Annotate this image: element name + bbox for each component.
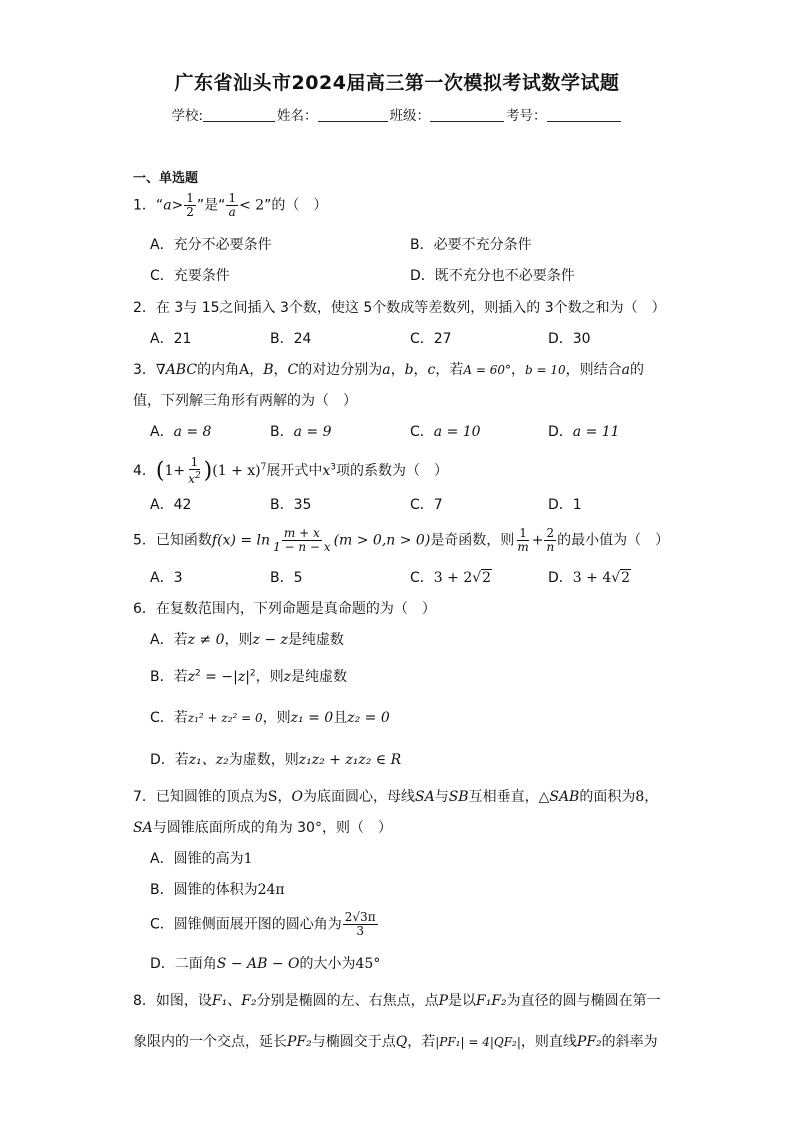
- q1-frac2-den: a: [228, 205, 236, 219]
- q6-d-then: 为虚数，则: [228, 752, 299, 768]
- q8-l2b: 与椭圆交于点: [311, 1034, 396, 1050]
- q3-c-value: a = 10: [433, 424, 481, 440]
- q5-t3: 的最小值为（ ）: [557, 532, 670, 549]
- q6-b-end: 是纯虚数: [291, 669, 348, 685]
- q6-c-then: ，则: [262, 710, 291, 726]
- question-5: [133, 527, 669, 554]
- q4-t2: 项的系数为（ ）: [336, 463, 448, 479]
- q5-frac-2: [544, 527, 556, 554]
- q5-f2-den: n: [546, 540, 555, 554]
- q6-d-label: D．若: [150, 752, 189, 768]
- q8-t3: 是以: [448, 993, 476, 1009]
- q7-line2-text: 与圆锥底面所成的角为 30°，则（ ）: [152, 820, 392, 836]
- q8-l2c: ，若: [407, 1034, 436, 1050]
- q8-l2d: ，则直线: [520, 1034, 577, 1050]
- q6-b-then: ，则: [255, 669, 284, 685]
- q4-exp: 7: [260, 462, 267, 473]
- q3-d-value: a = 11: [572, 424, 620, 440]
- q7-c-num: 2√3π: [344, 910, 376, 924]
- q3-cond: A = 60°: [463, 363, 512, 377]
- q3-C: C: [287, 362, 299, 378]
- q2-option-b[interactable]: B．24: [270, 331, 312, 347]
- q3-a-label: A．: [150, 424, 174, 440]
- q7-c-frac: [343, 911, 378, 938]
- q5-plus: +: [531, 532, 544, 549]
- q3-triangle: ∇ABC: [155, 362, 198, 378]
- exam-title: 广东省汕头市2024届高三第一次模拟考试数学试题: [174, 72, 620, 94]
- q7-t3: 为底面圆心，母线: [303, 789, 415, 805]
- question-3: 3．∇ABC的内角A，B，C的对边分别为a，b，c，若A = 60°，b = 10，则结合a的: [133, 362, 645, 378]
- q1-mid: ”是“: [196, 197, 226, 214]
- q1-end: ”的（ ）: [264, 197, 328, 214]
- q5-d-sqrt: √2: [611, 570, 631, 586]
- q6-c-r2: z₂ = 0: [347, 710, 390, 726]
- q5-func: f(x) = ln: [211, 532, 271, 549]
- q7-S: S: [267, 789, 278, 805]
- q4-mid: (1 + x): [212, 463, 261, 479]
- q1-frac2-num: 1: [228, 191, 237, 205]
- q8-sep: 、: [227, 993, 242, 1009]
- q5-c-radicand: 2: [482, 570, 492, 586]
- q5-frac: [271, 527, 333, 554]
- q4-option-d[interactable]: D．1: [548, 497, 582, 513]
- q3-t3: ，若: [435, 362, 464, 378]
- q7-a-value: 1: [243, 851, 253, 867]
- q7-option-c[interactable]: [150, 911, 379, 938]
- q8-l2a: 象限内的一个交点，延长: [133, 1034, 287, 1050]
- q5-option-b[interactable]: B．5: [270, 570, 303, 586]
- q5-option-d[interactable]: [548, 567, 631, 587]
- q5-f2-num: 2: [546, 526, 555, 540]
- school-label: 学校:: [171, 108, 204, 124]
- q1-option-a[interactable]: A．充分不必要条件: [150, 237, 272, 253]
- q3-d-label: D．: [548, 424, 573, 440]
- q6-a-label: A．若: [150, 632, 188, 648]
- q6-c-label: C．若: [150, 710, 188, 726]
- q5-f1-num: 1: [519, 526, 527, 540]
- q1-frac1-den: 2: [186, 205, 194, 219]
- q6-b-z: z: [187, 669, 195, 685]
- q6-b-z2: z: [283, 669, 292, 685]
- q8-eq: |PF₁| = 4|QF₂|: [435, 1035, 521, 1049]
- q7-t4: 与: [434, 789, 449, 805]
- id-blank[interactable]: [547, 107, 621, 122]
- q7-c-label: C．圆锥侧面展开图的圆心角为: [150, 916, 342, 933]
- q4-t1: 展开式中: [266, 463, 323, 479]
- q3-c-label: C．: [410, 424, 434, 440]
- q6-d-expr: z₁z₂ + z₁z₂ ∈ R: [298, 752, 402, 768]
- q3-option-c[interactable]: [410, 421, 481, 441]
- q1-quote-open: “: [155, 197, 164, 214]
- name-blank[interactable]: [318, 107, 388, 122]
- question-8: [133, 990, 661, 1010]
- q8-PF2b: PF₂: [576, 1034, 602, 1050]
- q7-a-label: A．圆锥的高为: [150, 851, 244, 867]
- q8-number: 8．: [133, 993, 156, 1009]
- q6-option-d[interactable]: [150, 749, 401, 769]
- q6-b-label: B．若: [150, 669, 188, 685]
- q7-d-then: 的大小为: [299, 956, 356, 972]
- q7-option-b[interactable]: [150, 879, 285, 899]
- q3-b-label: B．: [270, 424, 294, 440]
- q6-c-and: 且: [333, 710, 348, 726]
- q5-frac-num: m + x: [283, 526, 320, 540]
- q8-F1F2: F₁F₂: [476, 993, 507, 1009]
- q7-d-label: D．二面角: [150, 956, 217, 972]
- question-8-line-2: [133, 1031, 658, 1051]
- q2-option-a[interactable]: A．21: [150, 331, 192, 347]
- q7-SAB: △SAB: [538, 789, 580, 805]
- student-info-line: [0, 104, 794, 124]
- q5-c-label: C．: [410, 570, 434, 586]
- q3-B: B: [263, 362, 274, 378]
- q7-t5: 互相垂直，: [468, 789, 539, 805]
- q7-SA: SA: [415, 789, 435, 805]
- q7-line2-SA: SA: [133, 820, 153, 836]
- q8-PF2: PF₂: [287, 1034, 312, 1050]
- q5-option-a[interactable]: A．3: [150, 570, 183, 586]
- q6-option-a[interactable]: [150, 629, 344, 649]
- q5-option-c[interactable]: [410, 567, 492, 587]
- q4-option-a[interactable]: A．42: [150, 497, 192, 513]
- q5-d-value: 3 + 4: [572, 570, 612, 586]
- question-3-line-2: 值，下列解三角形有两解的为（ ）: [133, 393, 357, 409]
- q1-number: 1．: [133, 197, 156, 214]
- q8-l2e: 的斜率为: [601, 1034, 658, 1050]
- q1-var-a: a: [163, 197, 172, 214]
- id-label: 考号：: [506, 108, 547, 124]
- q3-option-b[interactable]: [270, 421, 332, 441]
- q1-option-b[interactable]: B．必要不充分条件: [410, 237, 532, 253]
- q4-paren-open: (: [155, 458, 165, 484]
- q3-a: a: [382, 362, 391, 378]
- class-blank[interactable]: [430, 107, 504, 122]
- q5-t1: 已知函数: [155, 532, 212, 549]
- q7-d-expr: S − AB − O: [216, 956, 300, 972]
- q6-option-b[interactable]: B．若$z^2 = -|z|^2$，则z是纯虚数: [150, 668, 348, 685]
- q8-t1: 如图，设: [155, 993, 212, 1009]
- q6-a-then: ，则: [224, 632, 253, 648]
- q7-t6: 的面积为: [579, 789, 636, 805]
- q2-option-d[interactable]: D．30: [548, 331, 591, 347]
- q7-b-label: B．圆锥的体积为: [150, 882, 258, 898]
- q1-option-c[interactable]: C．充要条件: [150, 268, 230, 284]
- q4-one: 1+: [164, 463, 186, 479]
- q3-t4: ，则结合: [565, 362, 622, 378]
- q5-c-value: 3 + 2: [433, 570, 473, 586]
- q3-b: b: [404, 362, 414, 378]
- q4-frac-num: 1: [190, 455, 199, 469]
- q7-t2: ，: [277, 789, 292, 805]
- q5-frac-1: [515, 527, 530, 554]
- q7-option-d[interactable]: [150, 953, 380, 973]
- q1-frac1-num: 1: [186, 191, 194, 205]
- q6-a-cond: z ≠ 0: [187, 632, 225, 648]
- q8-t2: 分别是椭圆的左、右焦点，点: [256, 993, 439, 1009]
- q5-number: 5．: [133, 532, 156, 549]
- q7-number: 7．: [133, 789, 156, 805]
- q5-d-label: D．: [548, 570, 573, 586]
- question-4: 4．(1+ $\frac{1}{x^2}$ )$(1 + x)^7$展开式中$x^3$项的系数为（ ）: [133, 455, 448, 486]
- q1-gt: >: [171, 197, 184, 214]
- question-1: [133, 192, 327, 219]
- q3-c: c: [427, 362, 436, 378]
- class-label: 班级：: [389, 108, 431, 124]
- q1-frac-2: [226, 192, 238, 219]
- q7-d-value: 45°: [355, 956, 381, 972]
- q3-option-d[interactable]: [548, 421, 620, 441]
- q3-t1: 的内角: [197, 362, 240, 378]
- q5-d-radicand: 2: [621, 570, 631, 586]
- q6-c-expr: z₁² + z₂² = 0: [187, 711, 263, 725]
- q8-F2: F₂: [241, 993, 257, 1009]
- q3-number: 3．: [133, 362, 156, 378]
- q6-b-expr: = −|z|: [200, 669, 250, 685]
- q5-f1-den: m: [517, 540, 529, 554]
- q7-t7: ，: [644, 789, 659, 805]
- q4-option-c[interactable]: C．7: [410, 497, 443, 513]
- q8-F1: F₁: [211, 993, 228, 1009]
- q5-t2: 是奇函数，则: [430, 532, 515, 549]
- q6-c-r1: z₁ = 0: [290, 710, 334, 726]
- q4-frac: [186, 456, 203, 486]
- q3-b-value: a = 9: [293, 424, 332, 440]
- q7-SB: SB: [448, 789, 469, 805]
- q3-option-a[interactable]: [150, 421, 211, 441]
- q4-paren-close: ): [203, 458, 213, 484]
- q1-option-d[interactable]: D．既不充分也不必要条件: [410, 268, 575, 284]
- q3-t2: 的对边分别为: [298, 362, 383, 378]
- q1-frac-1: [184, 192, 196, 219]
- q6-a-end: 是纯虚数: [287, 632, 344, 648]
- q4-term: x: [322, 463, 331, 479]
- q7-O: O: [291, 789, 303, 805]
- question-2: 2．在 3与 15之间插入 3个数，使这 5个数成等差数列，则插入的 3个数之和为（ ）: [133, 300, 666, 316]
- q7-area: 8: [635, 789, 645, 805]
- name-label: 姓名：: [277, 108, 318, 124]
- q5-cond: (m > 0,n > 0): [333, 532, 431, 549]
- school-blank[interactable]: [203, 107, 275, 122]
- q7-b-value: 24π: [257, 882, 285, 898]
- question-7: [133, 786, 658, 806]
- q4-frac-den: $x^2$: [188, 471, 201, 486]
- q6-option-c[interactable]: [150, 707, 390, 727]
- q7-c-den: 3: [356, 924, 364, 938]
- q3-t5: 的: [630, 362, 645, 378]
- question-6: 6．在复数范围内，下列命题是真命题的为（ ）: [133, 601, 436, 617]
- q1-lt2: < 2: [239, 197, 265, 214]
- q8-Q: Q: [395, 1034, 408, 1050]
- q7-option-a[interactable]: [150, 848, 253, 868]
- q4-number: 4．: [133, 463, 156, 479]
- q6-a-expr: z − z: [252, 632, 288, 648]
- question-7-line-2: [133, 817, 392, 837]
- q3-a-value: a = 8: [173, 424, 212, 440]
- section-heading: 一、单选题: [133, 171, 199, 186]
- q8-t4: 为直径的圆与椭圆在第一: [506, 993, 661, 1009]
- q3-A: A: [239, 362, 250, 378]
- q5-frac-den: 1 − n − x: [273, 540, 331, 554]
- q4-option-b[interactable]: B．35: [270, 497, 312, 513]
- q8-P: P: [438, 993, 448, 1009]
- q7-t1: 已知圆锥的顶点为: [155, 789, 268, 805]
- q4-frac-den-x: x: [188, 472, 195, 486]
- q3-a-2: a: [621, 362, 631, 378]
- q2-option-c[interactable]: C．27: [410, 331, 452, 347]
- q3-cond2: b = 10: [525, 363, 566, 377]
- q5-c-sqrt: √2: [472, 570, 492, 586]
- q6-d-z: z₁、z₂: [188, 752, 229, 768]
